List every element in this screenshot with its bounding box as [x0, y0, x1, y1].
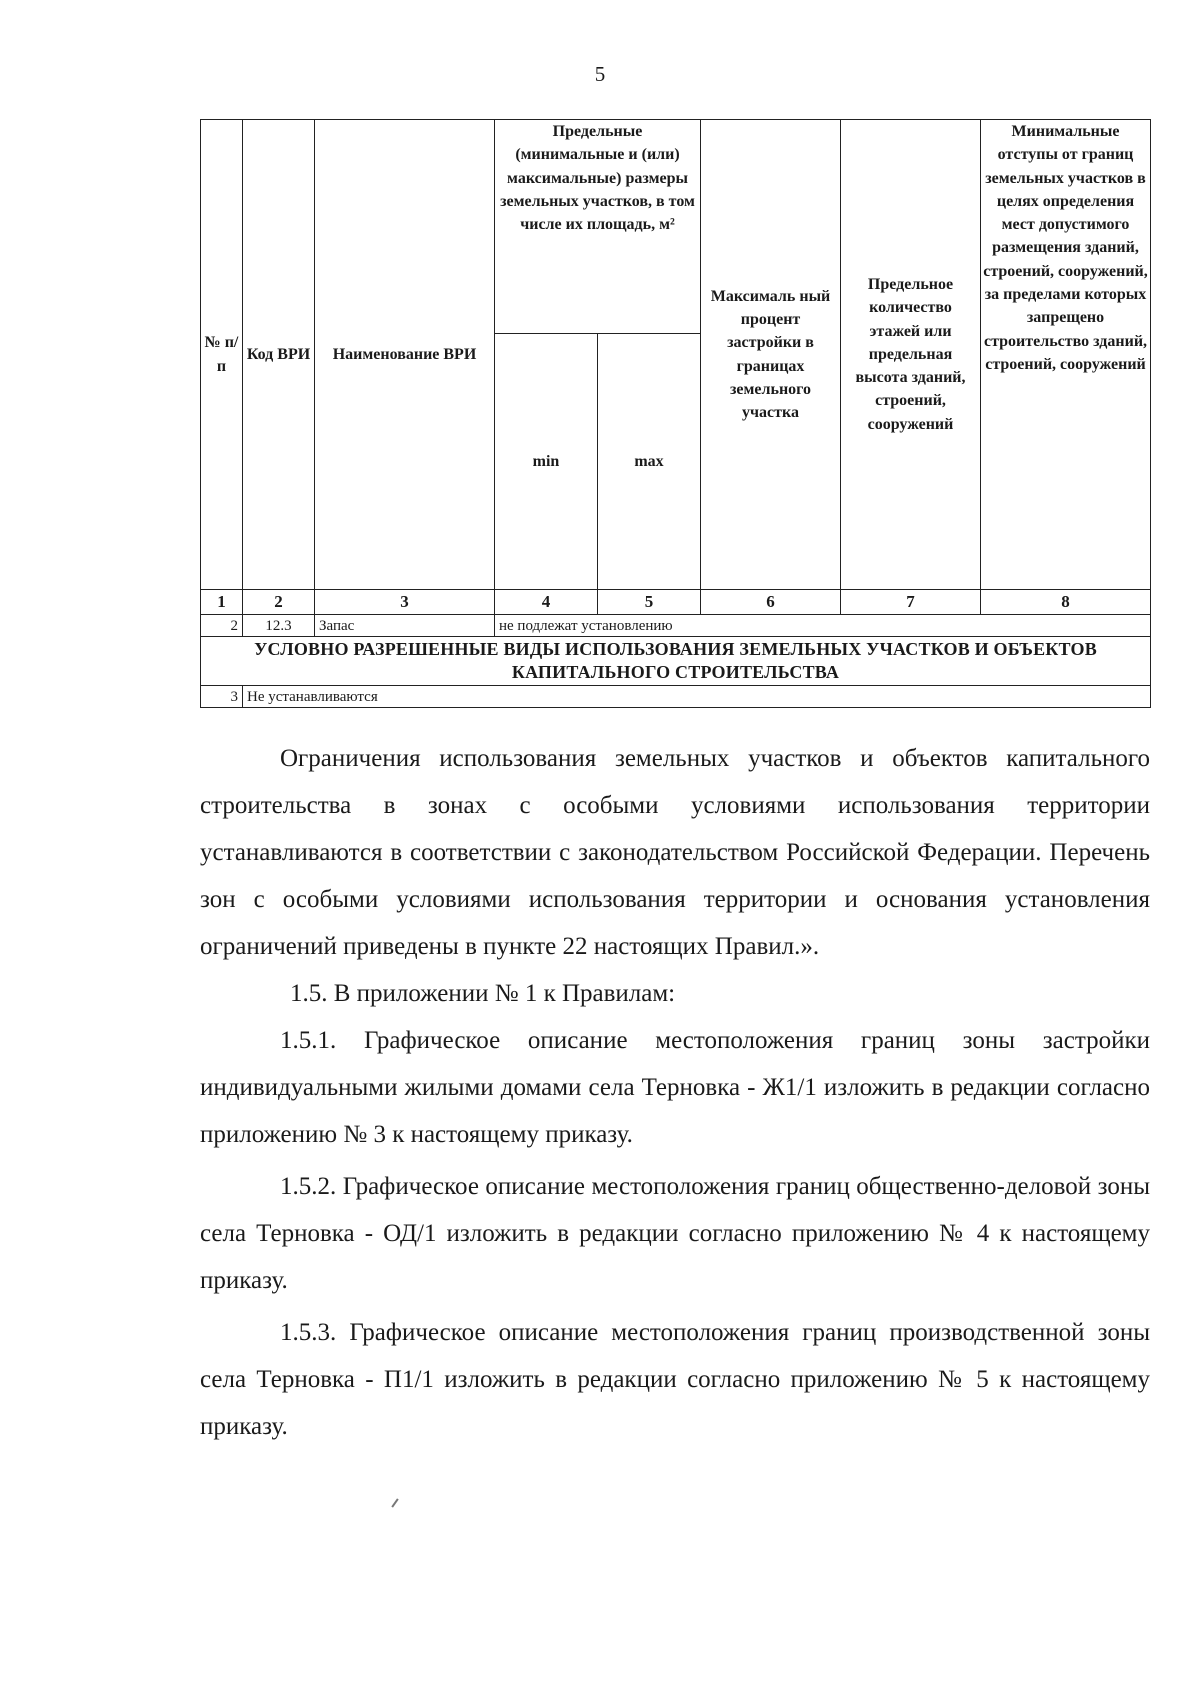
column-number: 7 — [841, 590, 981, 615]
scan-mark — [391, 1498, 398, 1507]
header-max-coverage: Максималь ный процент застройки в границах земельного участка — [701, 120, 841, 590]
row-value: не подлежат установлению — [495, 615, 1151, 637]
paragraph-1-5: 1.5. В приложении № 1 к Правилам: — [290, 980, 676, 1007]
column-number: 5 — [598, 590, 701, 615]
row-number: 2 — [201, 615, 243, 637]
section-title: УСЛОВНО РАЗРЕШЕННЫЕ ВИДЫ ИСПОЛЬЗОВАНИЯ ЗЕМЕЛЬНЫХ УЧАСТКОВ И ОБЪЕКТОВ КАПИТАЛЬНОГО СТРОИТЕЛЬСТВА — [201, 637, 1151, 686]
paragraph-1-5-2: 1.5.2. Графическое описание местоположения границ общественно-деловой зоны села Терновка - ОД/1 изложить в редакции согласно приложению № 4 к настоящему приказу. — [200, 1173, 1150, 1294]
regulations-table — [200, 119, 1151, 708]
column-number: 4 — [495, 590, 598, 615]
document-body — [200, 735, 1150, 1450]
row-code: 12.3 — [243, 615, 315, 637]
header-setbacks: Минимальные отступы от границ земельных участков в целях определения мест допустимого размещения зданий, строений, сооружений, за пределами которых запрещено строительство зданий, строений, сооружений — [981, 120, 1151, 590]
column-number: 8 — [981, 590, 1151, 615]
header-floors-height: Предельное количество этажей или предельная высота зданий, строений, сооружений — [841, 120, 981, 590]
row-number: 3 — [201, 686, 243, 708]
header-row-number: № п/ п — [201, 120, 243, 590]
column-number: 6 — [701, 590, 841, 615]
header-code: Код ВРИ — [243, 120, 315, 590]
table-row — [201, 615, 1151, 637]
paragraph-1-5-1: 1.5.1. Графическое описание местоположения границ зоны застройки индивидуальными жилыми домами села Терновка - Ж1/1 изложить в редакции согласно приложению № 3 к настоящему приказу. — [200, 1027, 1150, 1148]
section-header-row — [201, 637, 1151, 686]
column-number: 2 — [243, 590, 315, 615]
table-row — [201, 686, 1151, 708]
row-text: Не устанавливаются — [243, 686, 1151, 708]
column-number-row — [201, 590, 1151, 615]
header-min: min — [495, 334, 598, 590]
column-number: 1 — [201, 590, 243, 615]
paragraph-restrictions: Ограничения использования земельных участков и объектов капитального строительства в зонах с особыми условиями использования территории устанавливаются в соответствии с законодательством Российской Федерации. Перечень зон с особыми условиями использования территории и основания установления ограничений приведены в пункте 22 настоящих Правил.». — [200, 745, 1150, 960]
row-name: Запас — [315, 615, 495, 637]
column-number: 3 — [315, 590, 495, 615]
header-size-limits: Предельные (минимальные и (или) максимальные) размеры земельных участков, в том числе их площадь, м² — [495, 120, 701, 334]
page-number: 5 — [594, 62, 606, 86]
paragraph-1-5-3: 1.5.3. Графическое описание местоположения границ производственной зоны села Терновка - П1/1 изложить в редакции согласно приложению № 5 к настоящему приказу. — [200, 1319, 1150, 1440]
header-name: Наименование ВРИ — [315, 120, 495, 590]
header-max: max — [598, 334, 701, 590]
